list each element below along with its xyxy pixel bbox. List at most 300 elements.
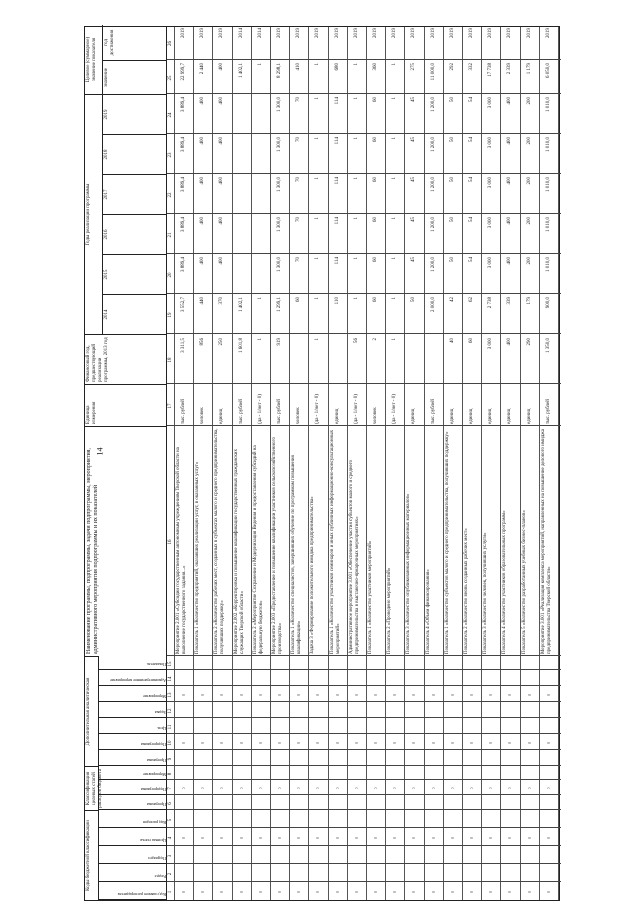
row-year-value: 400: [219, 177, 225, 185]
year-column-header: 2019: [103, 94, 167, 134]
code-cell: 0: [315, 891, 321, 893]
row-target-year: 2019: [392, 28, 398, 38]
program-table: [84, 26, 560, 901]
row-fin-value: 1: [315, 338, 321, 341]
code-cell: 0: [430, 891, 436, 893]
code-cell: 0: [449, 787, 455, 790]
row-year-value: 179: [526, 297, 532, 305]
code-cell: 0: [238, 837, 244, 839]
column-rule: [167, 863, 561, 864]
row-name: Показатель 1 «Количество предприятий, оказавших реализации услуг, в оказанных услуг»: [195, 461, 201, 654]
dop-group-header: Дополнительная аналитическая: [85, 656, 99, 766]
row-year-value: 400: [200, 97, 206, 105]
row-target-value: 1 402,1: [238, 63, 244, 78]
row-target-year: 2019: [449, 28, 455, 38]
column-number: 13: [168, 692, 173, 698]
row-target-year: 2019: [373, 28, 378, 38]
row-year-value: 1 200,0: [430, 257, 436, 272]
table-row: [482, 27, 501, 900]
column-number: 21: [168, 232, 173, 238]
column-rule: [167, 701, 561, 702]
code-column-header: Административное мероприятие: [99, 670, 167, 686]
row-year-value: 400: [507, 217, 513, 225]
row-year-value: 400: [219, 257, 225, 265]
column-rule: [167, 881, 561, 882]
row-unit: единиц: [334, 408, 340, 424]
code-cell: 0: [334, 742, 340, 744]
table-row: [501, 27, 520, 900]
target-value-header: значение: [103, 60, 167, 94]
row-name: Показатель 3 «Количество опубликованных информационных материалов»: [406, 493, 412, 654]
row-target-value: 1: [392, 63, 398, 66]
code-cell: 0: [334, 787, 340, 790]
code-cell: 0: [545, 742, 551, 744]
column-number: 1: [168, 890, 173, 894]
year-column-header: 2017: [103, 174, 167, 214]
code-cell: 0: [392, 891, 398, 893]
table-row: [233, 27, 252, 900]
column-rule: [167, 655, 561, 656]
row-year-value: 400: [219, 137, 225, 145]
row-unit: тыс. рублей: [430, 399, 436, 424]
row-year-value: 1: [315, 257, 321, 260]
code-column-header: Программа: [99, 750, 167, 766]
row-year-value: 60: [296, 297, 302, 302]
row-unit: тыс. рублей: [277, 399, 282, 424]
column-number: 2: [168, 872, 173, 876]
column-number: 5: [168, 818, 173, 822]
table-row: [309, 27, 328, 900]
code-column-header: Мероприятие: [99, 766, 167, 780]
code-cell: 0: [219, 787, 225, 790]
code-cell: 0: [411, 787, 417, 790]
row-year-value: 3 000: [488, 217, 494, 229]
row-unit: (да - 1/нет - 0): [353, 394, 359, 424]
add-class-group-header: Классификация целевых статей расходов бюджета: [85, 766, 99, 810]
code-cell: 0: [411, 742, 417, 744]
row-year-value: 200: [526, 257, 532, 265]
code-column-header: Целевая статья: [99, 828, 167, 846]
row-fin-value: 250: [219, 338, 225, 346]
table-row: [252, 27, 271, 900]
row-target-value: 680: [334, 63, 340, 71]
code-column-header: Вид расходов: [99, 810, 167, 828]
row-year-value: 1 299,1: [277, 297, 282, 312]
row-year-value: 200: [526, 217, 532, 225]
table-row: [425, 27, 444, 900]
row-year-value: 50: [411, 297, 417, 302]
row-year-value: 1 010,0: [545, 217, 551, 232]
row-year-value: 3 000: [488, 257, 494, 269]
code-cell: 0: [449, 837, 455, 839]
row-year-value: 400: [200, 137, 206, 145]
column-number: 6: [168, 802, 173, 805]
code-column-header: Цель: [99, 718, 167, 734]
code-cell: 0: [353, 891, 359, 893]
row-year-value: 400: [507, 257, 513, 265]
row-target-year: 2019: [545, 28, 551, 38]
row-fin-value: 56: [353, 338, 359, 343]
row-year-value: 70: [296, 97, 302, 102]
row-year-value: 1: [315, 297, 321, 300]
row-year-value: 60: [373, 297, 378, 302]
code-cell: 0: [469, 787, 474, 790]
column-number: 17: [168, 403, 173, 409]
row-year-value: 1 300,0: [277, 177, 282, 192]
row-year-value: 400: [200, 217, 206, 225]
code-cell: 0: [373, 694, 378, 696]
row-year-value: 1: [353, 177, 359, 180]
code-cell: 0: [200, 891, 206, 893]
column-number: 8: [168, 772, 173, 776]
column-number: 7: [168, 787, 173, 790]
row-name: Мероприятие 3.001 «Реализация комплекса мероприятий, направленных на повышение делового имиджа предпринимательства Тверской области»: [540, 429, 552, 654]
code-cell: 0: [545, 787, 551, 790]
row-target-value: 1 179: [526, 63, 532, 75]
row-year-value: 54: [469, 137, 474, 142]
row-fin-value: 60: [469, 338, 474, 343]
row-target-year: 2019: [507, 28, 513, 38]
row-fin-value: 290: [526, 338, 532, 346]
code-cell: 0: [296, 742, 302, 744]
row-year-value: 70: [296, 137, 302, 142]
row-target-year: 2019: [334, 28, 340, 38]
code-cell: 0: [373, 787, 378, 790]
row-year-value: 50: [449, 257, 455, 262]
row-year-value: 3 000: [488, 177, 494, 189]
column-number: 11: [168, 724, 173, 730]
column-number: 18: [168, 357, 173, 363]
row-unit: человек: [200, 407, 206, 424]
column-rule: [167, 425, 561, 426]
table-row: [444, 27, 463, 900]
code-cell: 0: [373, 891, 378, 893]
code-cell: 0: [181, 694, 186, 696]
row-unit: тыс. рублей: [181, 399, 186, 424]
row-year-value: 1 300,0: [277, 217, 282, 232]
row-year-value: 1 300,0: [277, 97, 282, 112]
code-cell: 0: [507, 742, 513, 744]
row-target-value: 1: [353, 63, 359, 66]
row-fin-value: 2: [373, 338, 378, 341]
code-cell: 0: [277, 787, 282, 790]
row-target-year: 2019: [353, 28, 359, 38]
code-cell: 0: [392, 742, 398, 744]
column-rule: [167, 213, 561, 214]
row-target-value: 332: [469, 63, 474, 71]
row-name: Показатель 1 «Количество участников мероприятий»: [368, 540, 373, 654]
code-cell: 0: [219, 837, 225, 839]
target-year-header: год достижения: [104, 29, 115, 56]
row-year-value: 440: [200, 297, 206, 305]
row-year-value: 200: [526, 137, 532, 145]
code-cell: 0: [315, 694, 321, 696]
row-target-year: 2019: [430, 28, 436, 38]
code-cell: 0: [219, 694, 225, 696]
row-target-year: 2019: [411, 28, 417, 38]
code-cell: 0: [238, 694, 244, 696]
row-target-year: 2019: [200, 28, 206, 38]
column-rule: [167, 765, 561, 766]
row-year-value: 3 000: [488, 97, 494, 109]
row-fin-value: 40: [449, 338, 455, 343]
row-year-value: 3 552,7: [181, 297, 186, 312]
row-year-value: 1: [353, 97, 359, 100]
row-target-year: 2019: [296, 28, 302, 38]
row-year-value: 1 010,0: [545, 97, 551, 112]
row-fin-value: 919: [277, 338, 282, 346]
row-target-year: 2019: [315, 28, 321, 38]
year-column-header: 2015: [103, 254, 167, 294]
row-year-value: 1: [392, 97, 398, 100]
code-cell: 0: [257, 694, 263, 696]
row-fin-value: 3 000: [488, 338, 494, 350]
code-cell: 0: [526, 891, 532, 893]
column-number: 15: [168, 661, 173, 667]
row-year-value: 2 000,0: [430, 297, 436, 312]
column-rule: [167, 685, 561, 686]
row-unit: тыс. рублей: [238, 399, 244, 424]
row-year-value: 3 000: [488, 137, 494, 149]
row-year-value: 1: [392, 177, 398, 180]
table-row: [194, 27, 213, 900]
code-column-header: Подпрограмма: [99, 734, 167, 750]
row-year-value: 900,0: [545, 297, 551, 309]
row-unit: человек: [373, 407, 378, 424]
code-cell: 0: [200, 694, 206, 696]
code-column-header: Задача: [99, 702, 167, 718]
column-number: 26: [168, 41, 173, 46]
code-cell: 0: [411, 694, 417, 696]
column-rule: [167, 749, 561, 750]
row-unit: единиц: [507, 408, 513, 424]
row-unit: единиц: [526, 408, 532, 424]
row-unit: единиц: [219, 408, 225, 424]
row-name: Показатель 2 «Количество рабочих мест, созданных в субъектах малого и среднего предпринимательства, получивших поддержку»: [214, 428, 226, 654]
column-rule: [167, 717, 561, 718]
code-cell: 0: [449, 891, 455, 893]
code-cell: 0: [526, 837, 532, 839]
row-year-value: 3 889,4: [181, 97, 186, 112]
code-cell: 0: [257, 742, 263, 744]
row-year-value: 400: [507, 177, 513, 185]
row-year-value: 1: [353, 137, 359, 140]
code-cell: 0: [411, 891, 417, 893]
row-year-value: 60: [373, 217, 378, 222]
code-column-header: Подраздел: [99, 846, 167, 864]
code-cell: 0: [373, 837, 378, 839]
row-name: Административное мероприятие 3.001 «Обеспечение участия субъектов малого и среднего предпринимательства в выставочно-ярмарочных мероприятиях»: [348, 459, 360, 654]
code-cell: 0: [315, 742, 321, 744]
code-cell: 0: [449, 742, 455, 744]
row-year-value: 2 738: [488, 297, 494, 309]
row-year-value: 1 200,0: [430, 137, 436, 152]
row-name: Показатель 1 «Количество субъектов малого и среднего предпринимательства, получивших поддержку»: [444, 431, 450, 654]
row-target-value: 1: [315, 63, 321, 66]
column-number: 25: [168, 75, 173, 81]
code-cell: 0: [526, 694, 532, 696]
row-year-value: 50: [449, 177, 455, 182]
row-fin-value: 3 311,5: [181, 338, 186, 353]
code-cell: 0: [469, 891, 474, 893]
column-rule: [167, 383, 561, 384]
column-rule: [167, 93, 561, 94]
row-fin-value: 1 601,8: [238, 338, 244, 353]
code-cell: 0: [296, 837, 302, 839]
year-column-header: 2018: [103, 134, 167, 174]
row-target-value: 292: [449, 63, 455, 71]
code-cell: 0: [296, 891, 302, 893]
code-cell: 0: [257, 891, 263, 893]
row-year-value: 1: [353, 257, 359, 260]
row-year-value: 1: [257, 297, 263, 300]
code-column-header: Код главного распорядителя: [99, 882, 167, 900]
row-year-value: 114: [334, 217, 340, 225]
column-number: 3: [168, 854, 173, 858]
column-rule: [167, 779, 561, 780]
column-rule: [167, 669, 561, 670]
column-rule: [167, 827, 561, 828]
row-fin-value: 1: [257, 338, 263, 341]
column-number: 19: [168, 312, 173, 318]
row-year-value: 114: [334, 97, 340, 105]
row-year-value: 1: [315, 217, 321, 220]
table-row: [386, 27, 405, 900]
row-year-value: 50: [449, 97, 455, 102]
column-rule: [167, 59, 561, 60]
column-number: 14: [168, 676, 173, 682]
code-cell: 0: [277, 837, 282, 839]
row-year-value: 62: [469, 297, 474, 302]
code-cell: 0: [449, 694, 455, 696]
row-year-value: 200: [526, 97, 532, 105]
row-year-value: 400: [200, 177, 206, 185]
row-name: Мероприятие 2.002 «Корректировка и повышение квалификации государственных гражданских служащих Тверской области»: [233, 449, 245, 654]
row-unit: единиц: [488, 408, 494, 424]
code-cell: 0: [392, 837, 398, 839]
code-cell: 0: [526, 742, 532, 744]
row-target-year: 2014: [238, 28, 244, 38]
column-number-row: [167, 27, 175, 900]
row-year-value: 60: [373, 177, 378, 182]
row-name: Мероприятие 2.003 «Предоставление и повышение квалификации участников сельскохозяйственного производства»: [272, 437, 283, 654]
code-cell: 0: [353, 837, 359, 839]
code-cell: 0: [353, 787, 359, 790]
row-unit: единиц: [449, 408, 455, 424]
row-target-value: 2 339: [507, 63, 513, 75]
row-year-value: 400: [219, 217, 225, 225]
row-year-value: 60: [373, 137, 378, 142]
code-column-header: Раздел: [99, 864, 167, 882]
code-cell: 0: [392, 787, 398, 790]
column-rule: [167, 845, 561, 846]
row-year-value: 114: [334, 177, 340, 185]
row-unit: единиц: [469, 408, 474, 424]
row-name: Показатель 1 «Количество участников семинаров и иных публичных информационно-консультационных мероприятий»: [329, 429, 341, 654]
row-name: Показатель 5 «Количество разработанных учебных бизнес-планов»: [521, 510, 527, 654]
code-cell: 0: [353, 694, 359, 696]
code-cell: 0: [430, 787, 436, 790]
row-fin-value: 856: [200, 338, 206, 346]
code-cell: 0: [392, 694, 398, 696]
code-column-header: Подпрограмма: [99, 780, 167, 795]
row-target-year: 2014: [257, 28, 263, 38]
row-year-value: 114: [334, 137, 340, 145]
row-fin-value: 1: [392, 338, 398, 341]
table-row: [405, 27, 424, 900]
row-year-value: 45: [411, 217, 417, 222]
row-year-value: 54: [469, 217, 474, 222]
column-number: 9: [168, 757, 173, 761]
code-cell: 0: [296, 694, 302, 696]
row-fin-value: 400: [507, 338, 513, 346]
row-year-value: 200: [526, 177, 532, 185]
row-year-value: 70: [296, 217, 302, 222]
row-target-value: 360: [373, 63, 378, 71]
page-number: 14: [95, 447, 105, 456]
row-name: Показатель 4 «Объем финансирования»: [425, 569, 431, 654]
row-target-value: 2 440: [200, 63, 206, 75]
row-year-value: 54: [469, 177, 474, 182]
table-row: [175, 27, 194, 900]
row-unit: тыс. рублей: [545, 399, 551, 424]
code-cell: 0: [181, 837, 186, 839]
column-rule: [167, 794, 561, 795]
column-number: 12: [168, 708, 173, 714]
unit-column-header: Единица измерения: [85, 384, 167, 426]
row-year-value: 1: [392, 297, 398, 300]
row-year-value: 114: [334, 257, 340, 265]
code-cell: 0: [181, 891, 186, 893]
code-cell: 0: [334, 837, 340, 839]
row-name: Показатель 2 «Количество вновь созданных рабочих мест»: [464, 528, 469, 654]
code-cell: 0: [200, 837, 206, 839]
code-cell: 0: [507, 787, 513, 790]
column-rule: [167, 133, 561, 134]
table-row: [271, 27, 290, 900]
row-target-year: 2019: [469, 28, 474, 38]
code-cell: 0: [373, 742, 378, 744]
row-year-value: 400: [507, 97, 513, 105]
row-year-value: 400: [507, 137, 513, 145]
code-cell: 0: [181, 742, 186, 744]
fin-year-column-header: Финансовый год, предшествующий реализации программы, 2013 год: [85, 334, 167, 384]
row-year-value: 3 889,4: [181, 257, 186, 272]
row-year-value: 1: [315, 137, 321, 140]
row-fin-value: 1 350,0: [545, 338, 551, 353]
row-year-value: 3 889,4: [181, 177, 186, 192]
row-year-value: 1 200,0: [430, 217, 436, 232]
table-row: [213, 27, 232, 900]
row-year-value: 339: [507, 297, 513, 305]
code-cell: 0: [411, 837, 417, 839]
row-year-value: 400: [200, 257, 206, 265]
row-year-value: 1 010,0: [545, 257, 551, 272]
row-year-value: 60: [373, 97, 378, 102]
table-row: [540, 27, 559, 900]
code-cell: 0: [277, 742, 282, 744]
row-year-value: 1 200,0: [430, 177, 436, 192]
row-year-value: 370: [219, 297, 225, 305]
row-target-year: 2019: [526, 28, 532, 38]
code-cell: 0: [315, 787, 321, 790]
row-name: Показатель 2 «Проведено мероприятий»: [387, 567, 393, 654]
row-unit: (да - 1/нет - 0): [257, 394, 263, 424]
table-row: [329, 27, 348, 900]
code-column-header: Программа: [99, 795, 167, 810]
code-cell: 0: [334, 891, 340, 893]
row-target-value: 8 298,1: [277, 63, 282, 78]
